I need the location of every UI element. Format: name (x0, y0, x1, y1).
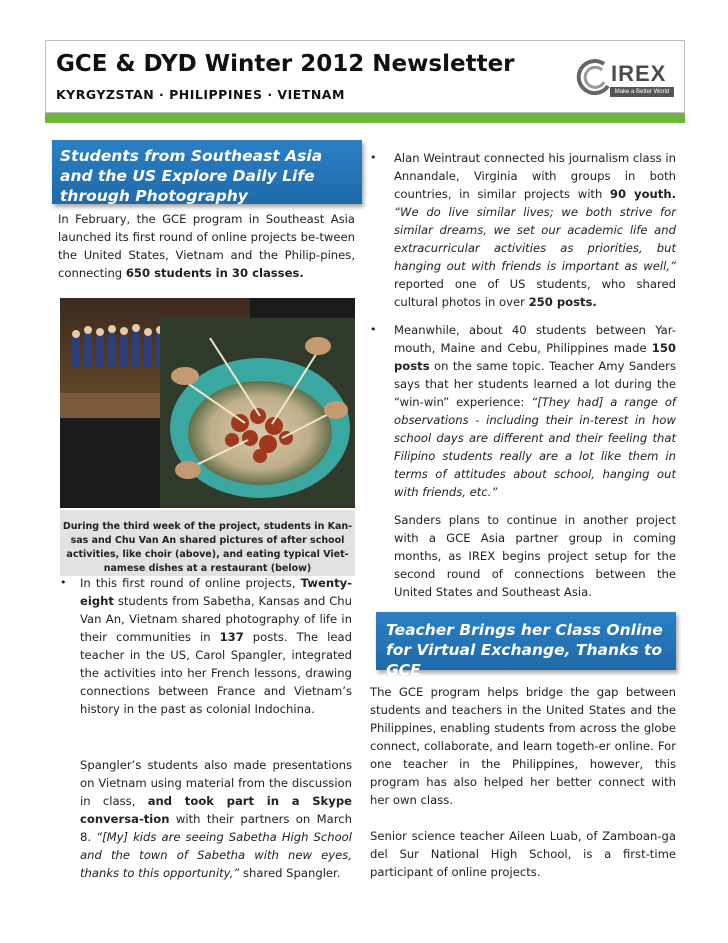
intro-highlight: 650 students in 30 classes. (125, 266, 304, 280)
bullet2-quote: “We do live similar lives; we both strive for similar dreams, we set our academic life and extracurricular activities as priorities, but hanging out with friends is important as well,” (394, 205, 676, 273)
story1-sanders-paragraph: Sanders plans to continue in another project with a GCE Asia partner group in coming months, as IREX begins project setup for the second round of connections between the United States and Southeast Asia. (394, 513, 676, 599)
irex-logo (574, 58, 674, 102)
bullet1-bold-b: 137 (219, 630, 244, 644)
spangler-bold: and took part in a Skype conversa-tion (80, 794, 352, 826)
story1-bullet-sanders (394, 321, 676, 501)
choir-and-food-photo (60, 298, 355, 508)
intro-text: In February, the GCE program in Southeast Asia launched its first round of online projects be-tween the United States, Vietnam and the Philip-pines, connecting (58, 212, 355, 280)
spangler-text-a: Spangler’s students also made presentations on Vietnam using material from the discussion in class, (80, 758, 352, 808)
story2-paragraph-1: The GCE program helps bridge the gap between students and teachers in the United States and the Philippines, enabling students from across the globe connect, collaborate, and learn togeth-er online. For one teacher in the Philippines, however, this program has also helped her better connect with her own class. (370, 685, 676, 807)
bullet2-bold-b: 250 posts. (528, 295, 597, 309)
story2-paragraph-2: Senior science teacher Aileen Luab, of Zamboan-ga del Sur National High School, is a first-time participant of online projects. (370, 829, 676, 879)
spangler-text-c: shared Spangler. (239, 866, 341, 880)
bullet3-quote: “[They had] a range of observations - including their in-terest in how school days are different and their feeling that Filipino students really are a lot like them in terms of attitudes about school, hanging out with friends, etc.” (394, 395, 676, 499)
logo-swirl-icon (574, 58, 614, 98)
story1-spangler-paragraph (80, 756, 352, 882)
bullet1-text-c: posts. The lead teacher in the US, Carol Spangler, integrated the activities into her French lessons, drawing connections between France and Vietnam’s history in the past as colonial Indochina. (80, 630, 352, 716)
bullet2-bold-a: 90 youth. (609, 187, 676, 201)
bullet1-text-a: In this first round of online projects, (80, 576, 301, 590)
spangler-quote: “[My] kids are seeing Sabetha High School and the town of Sabetha with new eyes, thanks to this opportunity,” (80, 830, 352, 880)
newsletter-title: GCE & DYD Winter 2012 Newsletter (56, 51, 515, 77)
spangler-text-b: with their partners on March 8. (80, 812, 352, 844)
bullet3-bold: 150 posts (394, 341, 676, 373)
photo-collage (60, 298, 355, 508)
story1-bullet-weintraut (394, 149, 676, 311)
story1-intro (58, 210, 355, 282)
story1-bullet-twenty-eight (80, 574, 352, 718)
bullet3-text-a: Meanwhile, about 40 students between Yar-mouth, Maine and Cebu, Philippines made (394, 323, 676, 355)
country-list: KYRGYZSTAN · PHILIPPINES · VIETNAM (56, 87, 345, 102)
bullet3-text-b: on the same topic. Teacher Amy Sanders says that her students learned a lot during the “win-win” experience: (394, 359, 676, 409)
bullet2-text-a: Alan Weintraut connected his journalism class in Annandale, Virginia with groups in both countries, in similar projects with (394, 151, 676, 201)
bullet-dot-icon: • (60, 576, 67, 589)
story2-headline: Teacher Brings her Class Online for Virtual Exchange, Thanks to GCE (386, 621, 663, 679)
bullet2-text-b: reported one of US students, who shared cultural photos in over (394, 277, 676, 309)
logo-tagline: Make a Better World (610, 87, 674, 97)
bullet1-text-b: students from Sabetha, Kansas and Chu Van An, Vietnam shared photography of life in their communities in (80, 594, 352, 644)
photo-caption: During the third week of the project, students in Kan-sas and Chu Van An shared pictures of after school activities, like choir (above), and eating typical Viet-namese dishes at a restaurant (below) (60, 510, 355, 576)
bullet-dot-icon: • (370, 151, 377, 164)
story1-headline: Students from Southeast Asia and the US Explore Daily Life through Photography (60, 147, 323, 205)
bullet1-bold-a: Twenty-eight (80, 576, 352, 608)
header-accent-bar (45, 113, 685, 123)
bullet-dot-icon: • (370, 323, 377, 336)
story2-headline-box (376, 612, 676, 679)
story1-headline-box (52, 140, 362, 204)
logo-wordmark: IREX (611, 61, 667, 86)
